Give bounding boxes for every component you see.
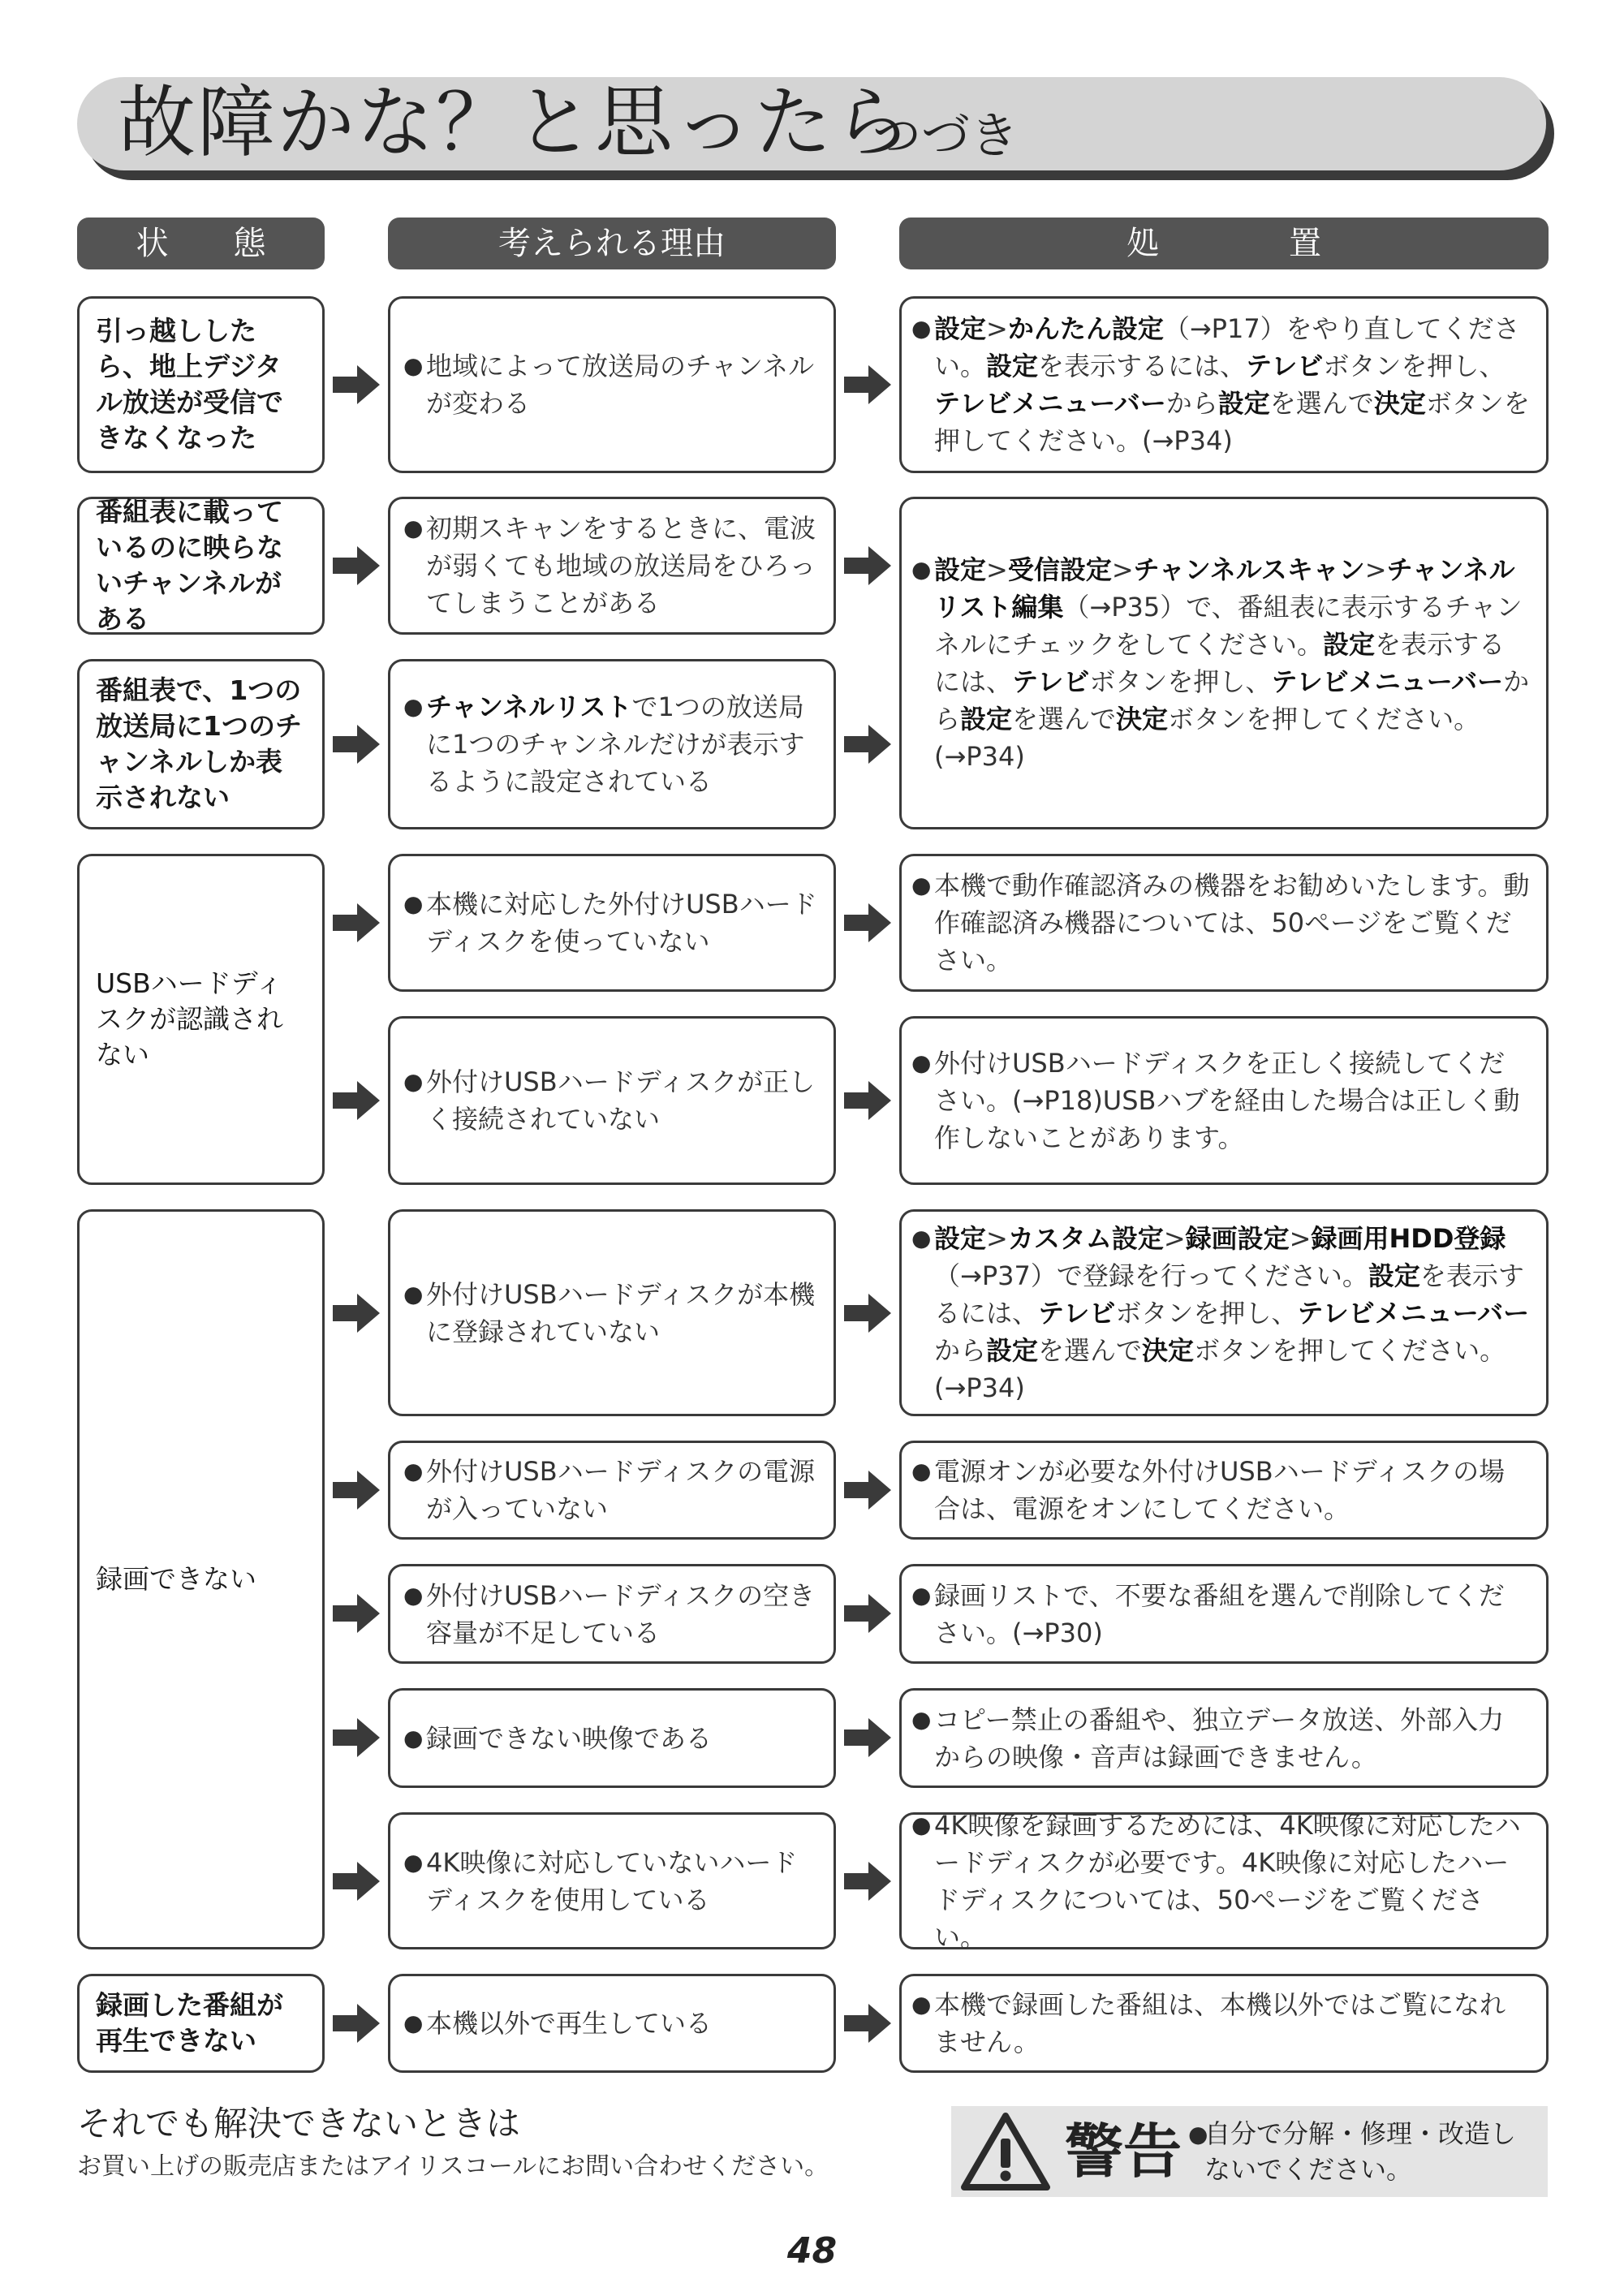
warning-box (951, 2106, 1548, 2197)
action-box (899, 1809, 1549, 1953)
bullet: ● (403, 2010, 424, 2036)
right-arrow-icon (333, 1081, 380, 1120)
reason-box (388, 659, 836, 829)
header-state: 状 態 (77, 218, 325, 269)
bullet-text: 録画リストで、不要な番組を選んで削除してください。(→P30) (934, 1579, 1505, 1648)
right-arrow-icon (844, 1471, 891, 1510)
bullet-text: 4K映像に対応していないハードディスクを使用している (426, 1846, 798, 1915)
action-box (899, 1441, 1549, 1540)
action-box (899, 296, 1549, 473)
right-arrow-icon (333, 903, 380, 942)
bullet-text: 本機で録画した番組は、本機以外ではご覧になれません。 (934, 1989, 1506, 2057)
bullet: ● (911, 1049, 932, 1076)
page-title-bar (77, 77, 1546, 170)
right-arrow-icon (333, 725, 380, 764)
state-box: 録画できない (77, 1209, 325, 1949)
bullet-text: 外付けUSBハードディスクが正しく接続されていない (426, 1066, 816, 1135)
reason-box (388, 1564, 836, 1664)
bullet-text: 設定>カスタム設定>録画設定>録画用HDD登録（→P37）で登録を行ってください。設定を表示するには、テレビボタンを押し、テレビメニューバーから設定を選んで決定ボタンを押してください。(→P34) (934, 1222, 1530, 1403)
bullet-text: 録画できない映像である (426, 1722, 713, 1754)
reason-box (388, 1441, 836, 1540)
right-arrow-icon (844, 1718, 891, 1757)
right-arrow-icon (844, 546, 891, 585)
warning-label: 警告 (1065, 2117, 1182, 2186)
bullet: ● (403, 890, 424, 917)
bullet-text: 外付けUSBハードディスクの電源が入っていない (426, 1456, 816, 1524)
right-arrow-icon (333, 1862, 380, 1901)
bullet: ● (1188, 2121, 1208, 2147)
reason-box (388, 497, 836, 635)
bullet: ● (911, 315, 932, 342)
state-box: 番組表に載っているのに映らないチャンネルがある (77, 497, 325, 635)
bullet-text: 4K映像を録画するためには、4K映像に対応したハードディスクが必要です。4K映像に対応したハードディスクについては、50ページをご覧ください。 (934, 1809, 1521, 1953)
right-arrow-icon (333, 1718, 380, 1757)
bullet: ● (911, 1705, 932, 1733)
bullet: ● (403, 352, 424, 379)
bullet-text: 外付けUSBハードディスクが本機に登録されていない (426, 1278, 816, 1347)
state-box: 番組表で、1つの放送局に1つのチャンネルしか表示されない (77, 659, 325, 829)
header-action: 処 置 (899, 218, 1549, 269)
right-arrow-icon (844, 903, 891, 942)
right-arrow-icon (333, 2004, 380, 2043)
state-box: USBハードディスクが認識されない (77, 854, 325, 1185)
bullet-text: 地域によって放送局のチャンネルが変わる (426, 351, 815, 419)
reason-box (388, 854, 836, 992)
bullet: ● (403, 1280, 424, 1307)
bullet: ● (403, 693, 424, 720)
reason-box (388, 1812, 836, 1949)
bullet-text: 外付けUSBハードディスクの空き容量が不足している (426, 1579, 816, 1648)
right-arrow-icon (844, 1862, 891, 1901)
reason-box (388, 1016, 836, 1185)
bullet: ● (403, 515, 424, 541)
bullet-text: 本機に対応した外付けUSBハードディスクを使っていない (426, 889, 817, 957)
help-heading: それでも解決できないときは (77, 2104, 521, 2143)
bullet-text: 電源オンが必要な外付けUSBハードディスクの場合は、電源をオンにしてください。 (934, 1456, 1506, 1524)
bullet-text: 設定>かんたん設定（→P17）をやり直してください。設定を表示するには、テレビボタンを押し、テレビメニューバーから設定を選んで決定ボタンを押してください。(→P34) (934, 313, 1530, 456)
action-box (899, 1209, 1549, 1416)
bullet: ● (911, 556, 932, 583)
page-number: 48 (786, 2230, 838, 2272)
bullet: ● (403, 1848, 424, 1876)
bullet: ● (403, 1581, 424, 1609)
right-arrow-icon (844, 2004, 891, 2043)
reason-box (388, 1688, 836, 1788)
reason-box (388, 296, 836, 473)
bullet-text: 本機で動作確認済みの機器をお勧めいたします。動作確認済み機器については、50ページをご覧ください。 (934, 870, 1530, 976)
bullet: ● (911, 1224, 932, 1251)
bullet-text: 本機以外で再生している (426, 2008, 713, 2039)
right-arrow-icon (844, 1594, 891, 1633)
bullet-text: 外付けUSBハードディスクを正しく接続してください。(→P18)USBハブを経由した場合は正しく動作しないことがあります。 (934, 1048, 1520, 1153)
bullet: ● (911, 1811, 932, 1838)
action-box (899, 1688, 1549, 1788)
bullet-text: コピー禁止の番組や、独立データ放送、外部入力からの映像・音声は録画できません。 (934, 1704, 1505, 1773)
bullet-text: 設定>受信設定>チャンネルスキャン>チャンネルリスト編集（→P35）で、番組表に表示するチャンネルにチェックをしてください。設定を表示するには、テレビボタンを押し、テレビメニューバーから設定を選んで決定ボタンを押してください。(→P34) (934, 554, 1530, 772)
right-arrow-icon (333, 1471, 380, 1510)
reason-box (388, 1974, 836, 2073)
bullet: ● (403, 1458, 424, 1484)
bullet-text: 初期スキャンをするときに、電波が弱くても地域の放送局をひろってしまうことがある (426, 513, 816, 618)
right-arrow-icon (333, 365, 380, 404)
action-box (899, 854, 1549, 992)
right-arrow-icon (844, 725, 891, 764)
right-arrow-icon (844, 1081, 891, 1120)
bullet: ● (911, 1991, 932, 2018)
bullet: ● (403, 1068, 424, 1095)
right-arrow-icon (333, 546, 380, 585)
state-box: 録画した番組が再生できない (77, 1974, 325, 2073)
page-title: 故障かな？と思ったら (118, 77, 913, 168)
bullet: ● (403, 1724, 424, 1751)
bullet: ● (911, 872, 932, 898)
right-arrow-icon (333, 1294, 380, 1333)
action-box (899, 1564, 1549, 1664)
right-arrow-icon (844, 365, 891, 404)
right-arrow-icon (333, 1594, 380, 1633)
warning-triangle-icon (961, 2111, 1050, 2192)
bullet: ● (911, 1458, 932, 1484)
state-box: 引っ越ししたら、地上デジタル放送が受信できなくなった (77, 296, 325, 473)
action-box (899, 1974, 1549, 2073)
right-arrow-icon (844, 1294, 891, 1333)
bullet: ● (911, 1581, 932, 1609)
header-reason: 考えられる理由 (388, 218, 836, 269)
bullet-text: チャンネルリストで1つの放送局に1つのチャンネルだけが表示するように設定されている (426, 691, 805, 797)
action-box (899, 1016, 1549, 1185)
page-subtitle: つづき (872, 108, 1019, 165)
help-text: お買い上げの販売店またはアイリスコールにお問い合わせください。 (77, 2152, 829, 2181)
warning-text: ● 自分で分解・修理・改造しないでください。 (1188, 2116, 1537, 2187)
action-box (899, 497, 1549, 829)
reason-box (388, 1209, 836, 1416)
